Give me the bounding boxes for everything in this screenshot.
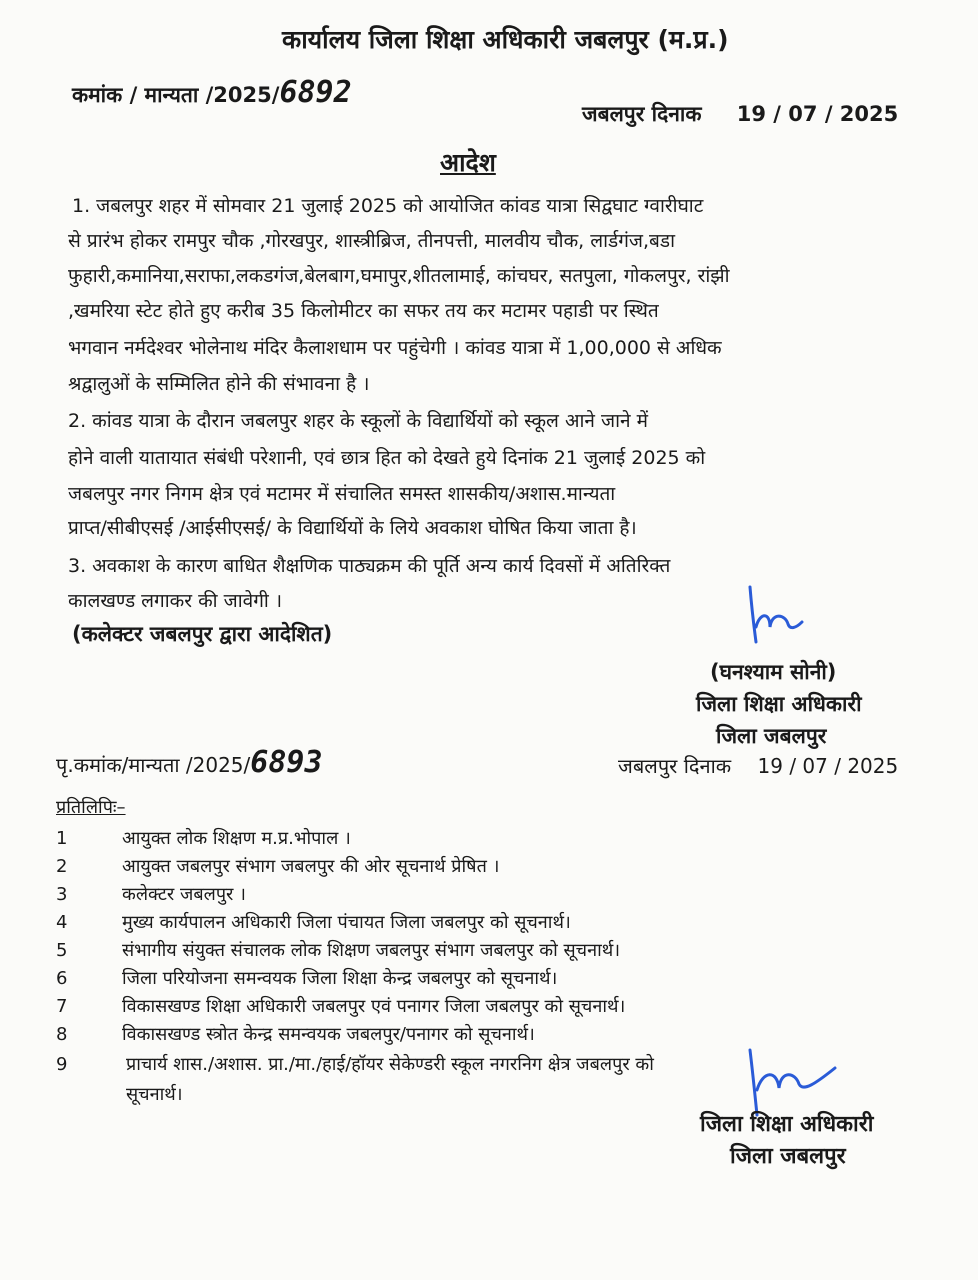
list-item-number: 8	[56, 1024, 68, 1045]
list-item-text: कलेक्टर जबलपुर ।	[122, 884, 246, 905]
paragraph-2-line: होने वाली यातायात संबंधी परेशानी, एवं छात्र हित को देखते हुये दिनांक 21 जुलाई 2025 को	[68, 447, 706, 469]
office-title: कार्यालय जिला शिक्षा अधिकारी जबलपुर (म.प्र.)	[282, 25, 729, 54]
paragraph-1-line: फुहारी,कमानिया,सराफा,लकडगंज,बेलबाग,घमापुर,शीतलामाई, कांचघर, सतपुला, गोकलपुर, रांझी	[68, 265, 730, 287]
paragraph-2-line: 2. कांवड यात्रा के दौरान जबलपुर शहर के स्कूलों के विद्यार्थियों को स्कूल आने जाने में	[68, 410, 648, 432]
order-date	[582, 100, 898, 128]
list-item	[56, 1022, 535, 1046]
paragraph-1-line: से प्रारंभ होकर रामपुर चौक ,गोरखपुर, शास्त्रीब्रिज, तीनपत्ती, मालवीय चौक, लार्डगंज,बडा	[68, 230, 675, 252]
list-item	[56, 1052, 654, 1076]
paragraph-1-line: श्रद्वालुओं के सम्मिलित होने की संभावना है ।	[68, 373, 370, 395]
list-item-text: प्राचार्य शास./अशास. प्रा./मा./हाई/हॉयर सेकेण्डरी स्कूल नगरनिग क्षेत्र जबलपुर को	[126, 1054, 654, 1075]
order-reference	[72, 75, 352, 110]
paragraph-1-line: ,खमरिया स्टेट होते हुए करीब 35 किलोमीटर का सफर तय कर मटामर पहाडी पर स्थित	[68, 300, 659, 322]
list-item	[56, 966, 557, 990]
endorsement-reference-number: 6893	[250, 745, 323, 780]
order-reference-number: 6892	[279, 75, 352, 110]
order-reference-prefix: कमांक / मान्यता /2025/	[72, 83, 280, 107]
order-date-value: 19 / 07 / 2025	[736, 102, 899, 126]
endorsement-date-label: जबलपुर दिनाक	[618, 754, 732, 778]
list-item	[56, 994, 625, 1018]
paragraph-2-line: जबलपुर नगर निगम क्षेत्र एवं मटामर में संचालित समस्त शासकीय/अशास.मान्यता	[68, 483, 616, 505]
list-item	[56, 938, 620, 962]
list-item-text: विकासखण्ड शिक्षा अधिकारी जबलपुर एवं पनागर जिला जबलपुर को सूचनार्थ।	[122, 996, 626, 1017]
list-item-text: जिला परियोजना समन्वयक जिला शिक्षा केन्द्र जबलपुर को सूचनार्थ।	[122, 968, 558, 989]
list-item-text: संभागीय संयुक्त संचालक लोक शिक्षण जबलपुर संभाग जबलपुर को सूचनार्थ।	[122, 940, 621, 961]
signatory-designation: जिला शिक्षा अधिकारी	[696, 692, 862, 716]
list-item-number: 1	[56, 828, 68, 849]
list-item-number: 2	[56, 856, 68, 877]
collector-note: (कलेक्टर जबलपुर द्वारा आदेशित)	[72, 622, 333, 646]
paragraph-1-line: भगवान नर्मदेश्वर भोलेनाथ मंदिर कैलाशधाम पर पहुंचेगी । कांवड यात्रा में 1,00,000 से अधिक	[68, 337, 722, 359]
paragraph-2-line: प्राप्त/सीबीएसई /आईसीएसई/ के विद्यार्थियों के लिये अवकाश घोषित किया जाता है।	[68, 517, 637, 539]
signature	[730, 582, 810, 662]
copy-to-label: प्रतिलिपिः–	[56, 797, 126, 818]
list-item-number: 7	[56, 996, 68, 1017]
list-item-number: 6	[56, 968, 68, 989]
list-item	[56, 910, 571, 934]
endorsement-date	[618, 752, 898, 779]
list-item	[56, 882, 246, 906]
list-item-number: 9	[56, 1054, 68, 1075]
list-item-text: आयुक्त लोक शिक्षण म.प्र.भोपाल ।	[122, 828, 351, 849]
endorsement-date-value: 19 / 07 / 2025	[757, 754, 899, 778]
footer-signatory-district: जिला जबलपुर	[730, 1144, 846, 1169]
signatory-name: (घनश्याम सोनी)	[710, 660, 837, 684]
order-date-label: जबलपुर दिनाक	[582, 102, 702, 126]
endorsement-reference-prefix: पृ.कमांक/मान्यता /2025/	[56, 753, 251, 777]
list-item-text: मुख्य कार्यपालन अधिकारी जिला पंचायत जिला जबलपुर को सूचनार्थ।	[122, 912, 571, 933]
list-item-continuation: सूचनार्थ।	[126, 1084, 183, 1105]
list-item-number: 5	[56, 940, 68, 961]
list-item	[56, 826, 351, 850]
endorsement-reference	[56, 745, 323, 780]
footer-signatory-designation: जिला शिक्षा अधिकारी	[700, 1112, 874, 1137]
list-item-number: 3	[56, 884, 68, 905]
list-item	[56, 854, 499, 878]
signatory-district: जिला जबलपुर	[716, 724, 827, 748]
list-item-number: 4	[56, 912, 68, 933]
list-item-text: विकासखण्ड स्त्रोत केन्द्र समन्वयक जबलपुर/पनागर को सूचनार्थ।	[122, 1024, 535, 1045]
list-item-text: आयुक्त जबलपुर संभाग जबलपुर की ओर सूचनार्थ प्रेषित ।	[122, 856, 500, 877]
order-title: आदेश	[440, 148, 496, 177]
paragraph-3-line: कालखण्ड लगाकर की जावेगी ।	[68, 590, 283, 612]
paragraph-3-line: 3. अवकाश के कारण बाधित शैक्षणिक पाठ्यक्रम की पूर्ति अन्य कार्य दिवसों में अतिरिक्त	[68, 555, 671, 577]
paragraph-1-line: 1. जबलपुर शहर में सोमवार 21 जुलाई 2025 को आयोजित कांवड यात्रा सिद्वघाट ग्वारीघाट	[72, 195, 704, 217]
